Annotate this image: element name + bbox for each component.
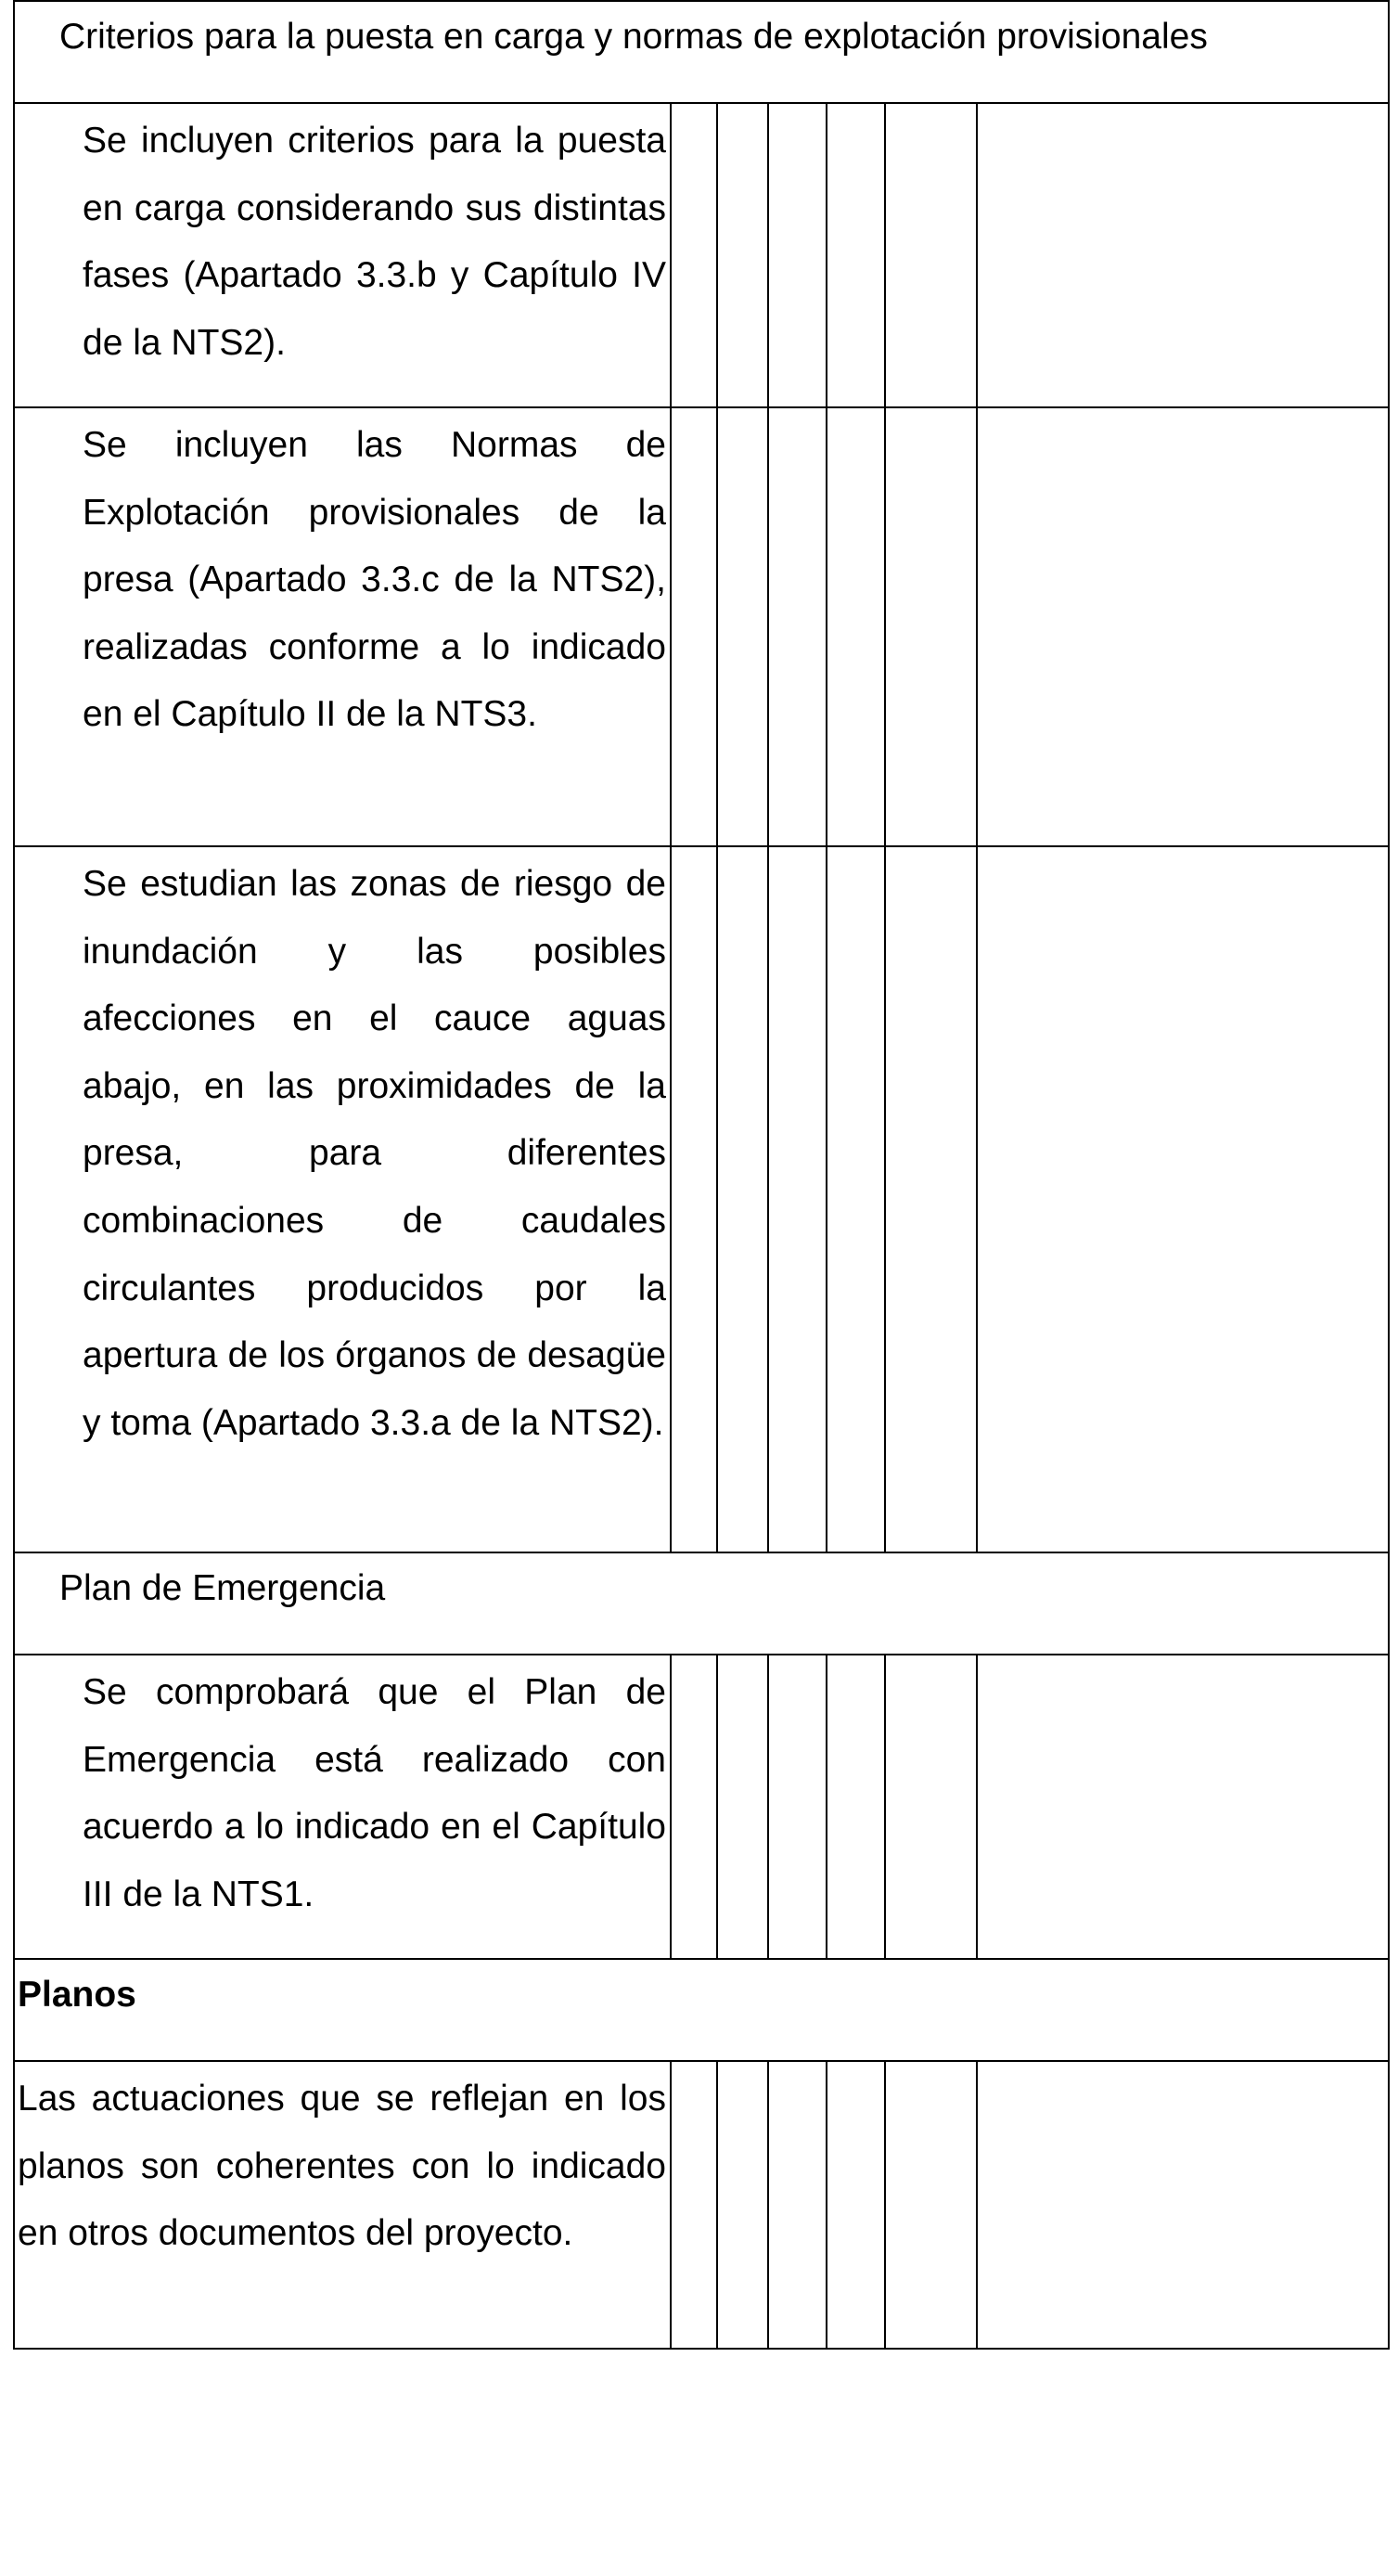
section-header-cell — [14, 1959, 1389, 2061]
item-text: Se estudian las zonas de riesgo de inundación y las posibles afecciones en el cauce aguas abajo, en las proximidades de la presa, para diferentes combinaciones de caudales circulantes producidos por la apertura de los órganos de desagüe y toma (Apartado 3.3.a de la NTS2). — [83, 864, 666, 1443]
section-header-row — [14, 1, 1389, 103]
check-cell[interactable] — [885, 846, 977, 1552]
section-header-row — [14, 1552, 1389, 1655]
observations-cell[interactable] — [977, 103, 1389, 407]
section-title: Criterios para la puesta en carga y normas de explotación provisionales — [59, 17, 1208, 57]
check-cell[interactable] — [717, 103, 768, 407]
check-cell[interactable] — [717, 407, 768, 846]
check-cell[interactable] — [671, 103, 717, 407]
section-header-cell — [14, 1, 1389, 103]
check-cell[interactable] — [768, 1655, 827, 1959]
check-cell[interactable] — [671, 407, 717, 846]
check-cell[interactable] — [827, 846, 885, 1552]
checklist-row — [14, 407, 1389, 846]
check-cell[interactable] — [717, 1655, 768, 1959]
observations-cell[interactable] — [977, 846, 1389, 1552]
checklist-row — [14, 1655, 1389, 1959]
item-text-cell — [14, 407, 671, 846]
check-cell[interactable] — [827, 407, 885, 846]
check-cell[interactable] — [717, 2061, 768, 2349]
check-cell[interactable] — [827, 2061, 885, 2349]
checklist-row — [14, 846, 1389, 1552]
check-cell[interactable] — [717, 846, 768, 1552]
item-text-cell — [14, 103, 671, 407]
check-cell[interactable] — [671, 1655, 717, 1959]
section-header-cell — [14, 1552, 1389, 1655]
section-title: Plan de Emergencia — [59, 1568, 386, 1608]
item-text-cell — [14, 2061, 671, 2349]
checklist-row — [14, 2061, 1389, 2349]
check-cell[interactable] — [885, 103, 977, 407]
check-cell[interactable] — [885, 2061, 977, 2349]
checklist-row — [14, 103, 1389, 407]
check-cell[interactable] — [885, 1655, 977, 1959]
check-cell[interactable] — [768, 407, 827, 846]
item-text: Las actuaciones que se reflejan en los planos son coherentes con lo indicado en otros documentos del proyecto. — [18, 2079, 666, 2254]
section-header-row — [14, 1959, 1389, 2061]
check-cell[interactable] — [768, 103, 827, 407]
check-cell[interactable] — [885, 407, 977, 846]
check-cell[interactable] — [671, 2061, 717, 2349]
check-cell[interactable] — [768, 846, 827, 1552]
item-text-cell — [14, 846, 671, 1552]
item-text: Se incluyen las Normas de Explotación provisionales de la presa (Apartado 3.3.c de la NTS2), realizadas conforme a lo indicado en el Capítulo II de la NTS3. — [83, 425, 666, 735]
checklist-table — [13, 0, 1390, 2350]
check-cell[interactable] — [827, 103, 885, 407]
check-cell[interactable] — [768, 2061, 827, 2349]
check-cell[interactable] — [671, 846, 717, 1552]
check-cell[interactable] — [827, 1655, 885, 1959]
item-text-cell — [14, 1655, 671, 1959]
section-title: Planos — [18, 1975, 136, 2015]
item-text: Se comprobará que el Plan de Emergencia está realizado con acuerdo a lo indicado en el Capítulo III de la NTS1. — [83, 1672, 666, 1914]
observations-cell[interactable] — [977, 2061, 1389, 2349]
observations-cell[interactable] — [977, 1655, 1389, 1959]
observations-cell[interactable] — [977, 407, 1389, 846]
item-text: Se incluyen criterios para la puesta en carga considerando sus distintas fases (Apartado 3.3.b y Capítulo IV de la NTS2). — [83, 121, 666, 363]
